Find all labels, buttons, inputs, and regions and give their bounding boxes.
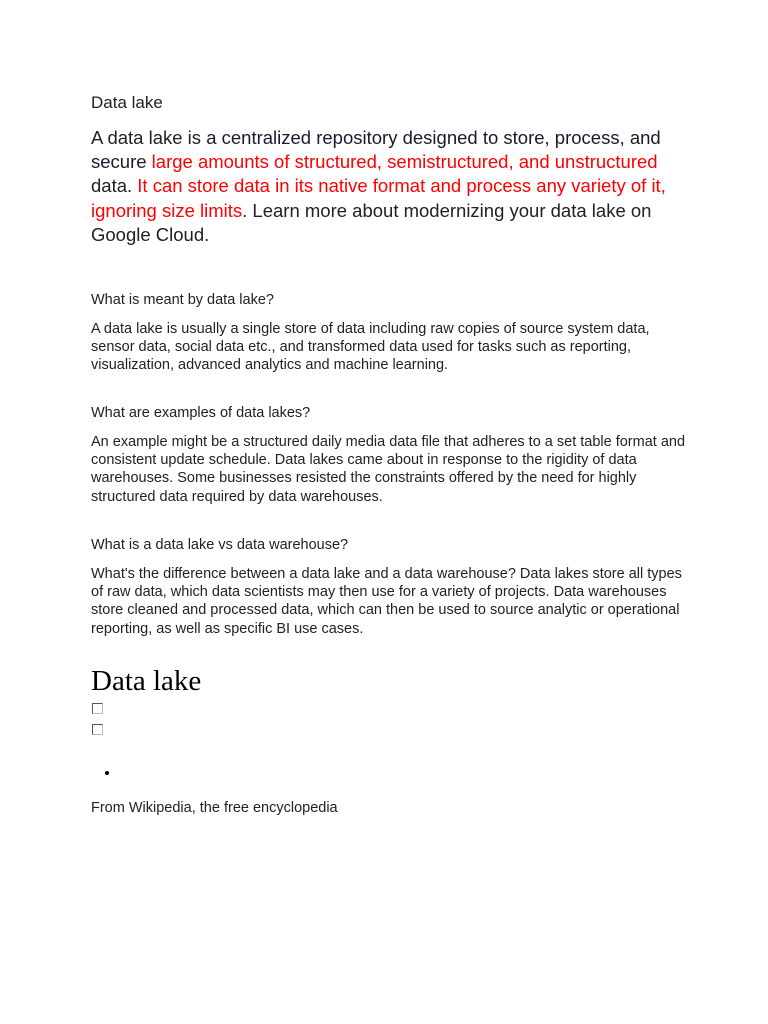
faq-answer-3: What's the difference between a data lake and a data warehouse? Data lakes store all types of raw data, which data scientists may then use for a variety of projects. Data warehouses store cleaned and processed data, which can then be used to source analytic or operational reporting, as well as specific BI use cases. xyxy=(91,566,682,637)
bullet-point xyxy=(105,771,109,775)
intro-text-4: . Learn more about modernizing your data lake on Google Cloud. xyxy=(91,199,652,245)
intro-text-2: a centralized repository designed to store, process, and secure xyxy=(91,127,661,173)
intro-heading: Data lake xyxy=(91,93,163,112)
faq-answer-2: An example might be a structured daily media data file that adheres to a set table format and consistent update schedule. Data lakes came about in response to the rigidity of data warehouses. Some businesses resisted the constraints offered by the need for highly structured data required by data warehouses. xyxy=(91,434,686,505)
checkbox-2[interactable] xyxy=(92,724,103,735)
checkbox-1[interactable] xyxy=(92,703,103,714)
faq-question-1: What is meant by data lake? xyxy=(91,292,274,308)
intro-paragraph xyxy=(91,126,681,247)
intro-highlight-2: It can store data in its native format and process any variety of it, ignoring size limits xyxy=(91,175,666,221)
faq-answer-1: A data lake is usually a single store of data including raw copies of source system data, sensor data, social data etc., and transformed data used for tasks such as reporting, visualization, advanced analytics and machine learning. xyxy=(91,321,650,374)
faq-question-3: What is a data lake vs data warehouse? xyxy=(91,537,349,553)
faq-question-2: What are examples of data lakes? xyxy=(91,405,311,421)
intro-text-1: A data lake is xyxy=(91,127,207,148)
intro-highlight-1: large amounts of structured, semistructured, and unstructured xyxy=(146,151,658,173)
wiki-title: Data lake xyxy=(91,665,202,697)
intro-text-3: data. xyxy=(91,175,138,197)
wiki-source-line: From Wikipedia, the free encyclopedia xyxy=(91,800,338,816)
